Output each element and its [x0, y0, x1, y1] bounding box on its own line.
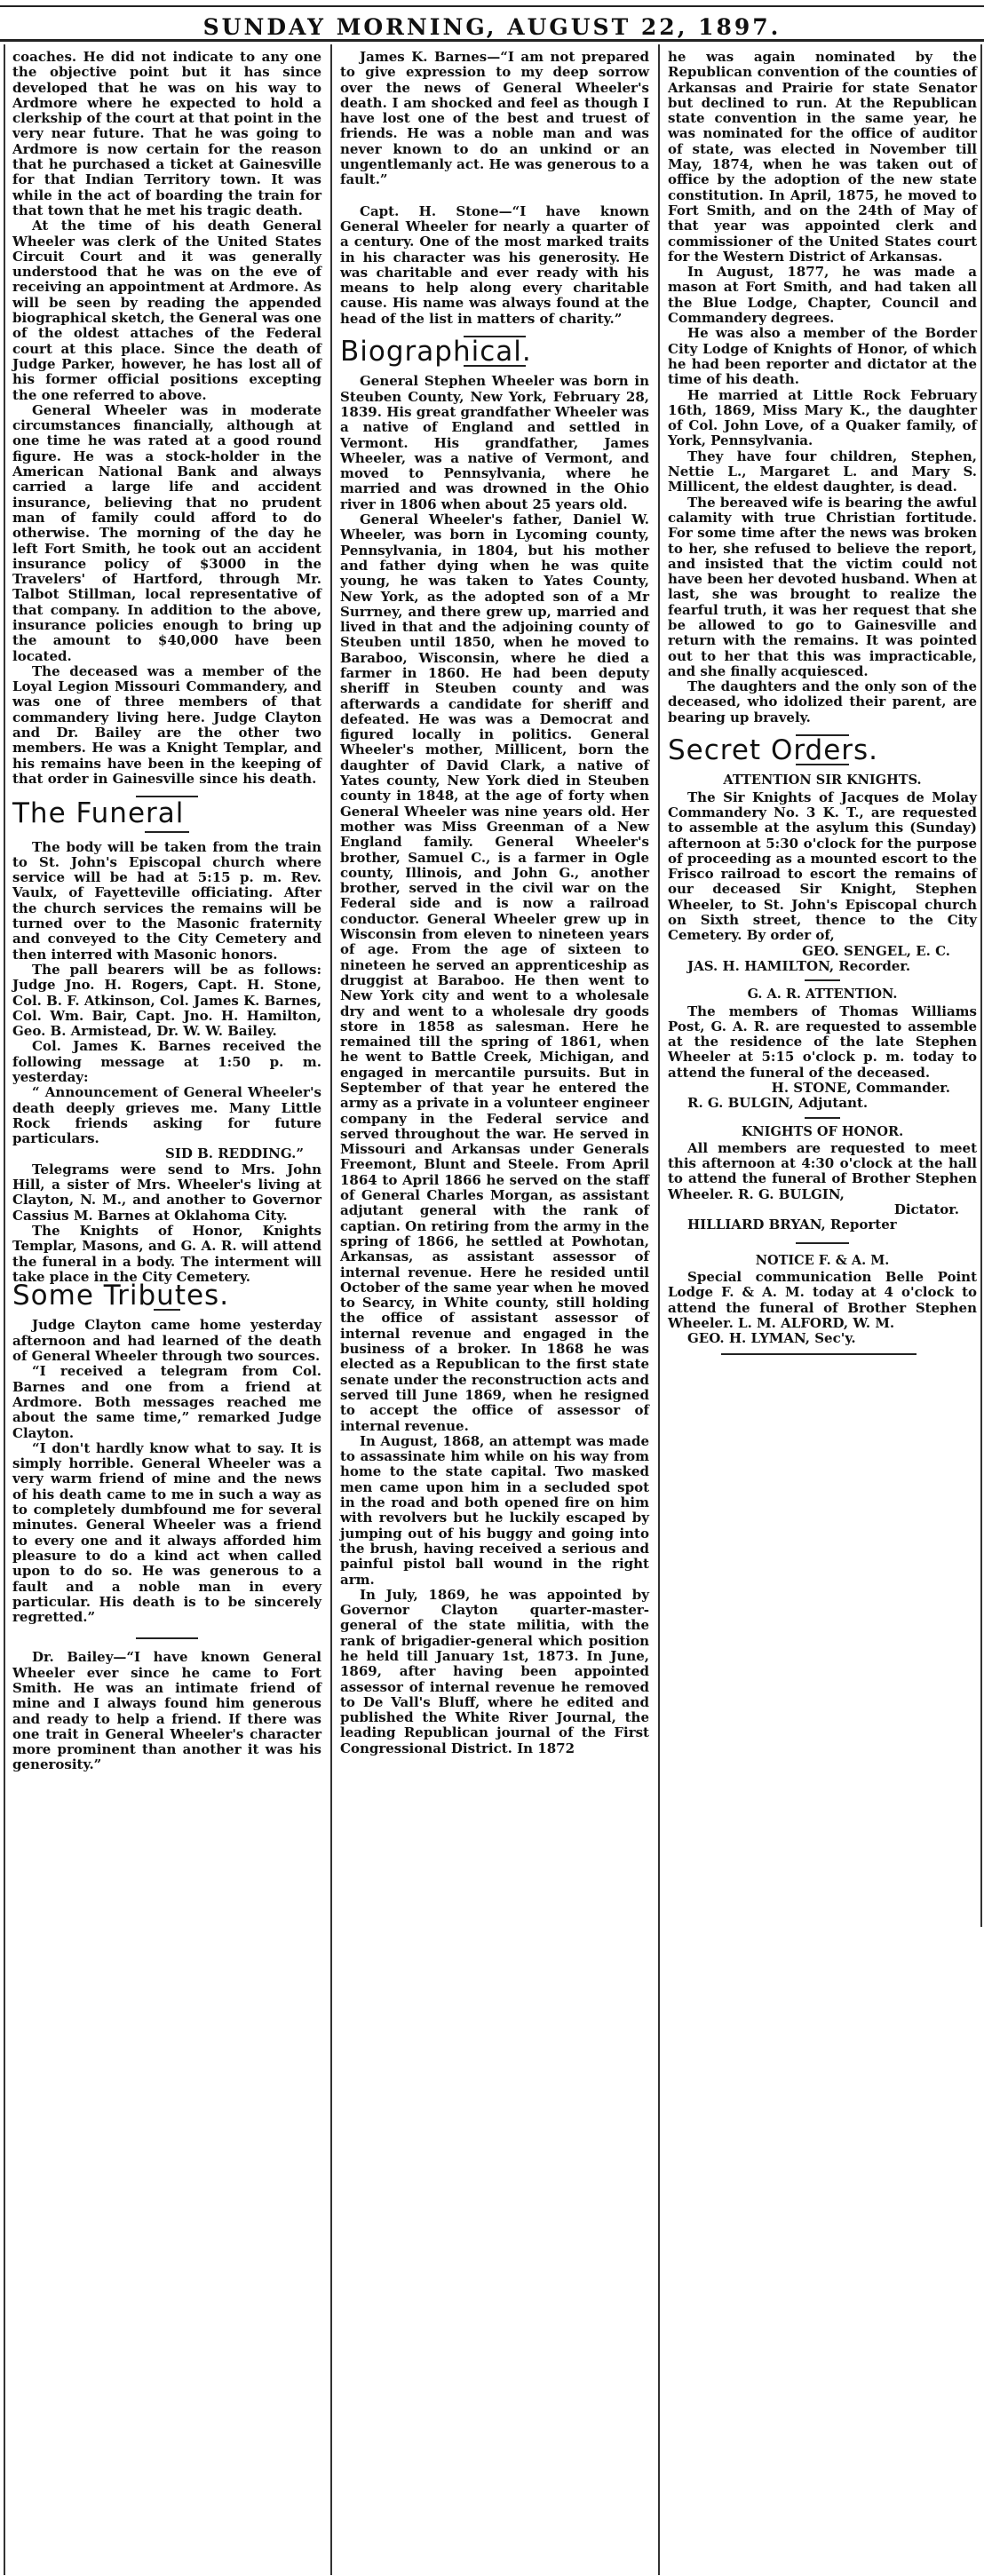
paragraph: General Stephen Wheeler was born in Steuben County, New York, February 28, 1839. His great grandfather Wheeler was a native of England and settled in Vermont. His grandfather, James Wheeler, was a native of Vermont, and moved to Pennsylvania, where he married and was drowned in the Ohio river in 1806 when about 25 years old. [340, 373, 649, 512]
notice-body: Special communication Belle Point Lodge F. & A. M. today at 4 o'clock to attend the funeral of Brother Stephen Wheeler. L. M. ALFORD, W. M. [668, 1268, 977, 1331]
notice-body: The Sir Knights of Jacques de Molay Commandery No. 3 K. T., are requested to assemble at the asylum this (Sunday) afternoon at 5:30 o'clock for the purpose of proceeding as a mounted escort to the Frisco railroad to escort the remains of our deceased Sir Knight, Stephen Wheeler, to St. John's Episcopal church on Sixth street, thence to the City Cemetery. By order of, [668, 789, 977, 944]
divider [805, 1117, 840, 1119]
paragraph: The deceased was a member of the Loyal Legion Missouri Commandery, and was one of three members of that commandery living here. Judge Clayton and Dr. Bailey are the other two members. He was a Knight Templar, and his remains have been in the keeping of that order in Gainesville since his death. [12, 662, 321, 787]
notice [668, 987, 977, 1111]
paragraph: In July, 1869, he was appointed by Governor Clayton quarter-master-general of the state militia, with the rank of brigadier-general which position he held till January 1st, 1873. In June, 1869, after having been appointed assessor of internal revenue he removed to De Vall's Bluff, where he edited and published the White River Journal, the leading Republican journal of the First Congressional District. In 1872 [340, 1586, 649, 1756]
paragraph: He was also a member of the Border City Lodge of Knights of Honor, of which he had been reporter and dictator at the time of his death. [668, 325, 977, 388]
column-rule [980, 44, 982, 1927]
paragraph: The body will be taken from the train to St. John's Episcopal church where service will be had at 5:15 p. m. Rev. Vaulx, of Fayetteville officiating. After the church services the remains will be turned over to the Masonic fraternity and conveyed to the City Cemetery and then interred with Masonic honors. [12, 838, 321, 963]
notice [668, 1124, 977, 1233]
section-heading-biographical: Biographical. [340, 336, 532, 369]
paragraph: At the time of his death General Wheeler was clerk of the United States Circuit Court and it was generally understood that he was on the eve of receiving an appointment at Ardmore. As will be seen by reading the appended biographical sketch, the General was one of the oldest attaches of the Federal court at this place. Since the death of Judge Parker, however, he has lost all of his former official positions excepting the one referred to above. [12, 218, 321, 403]
paragraph: Capt. H. Stone—“I have known General Wheeler for nearly a quarter of a century. One of the most marked traits in his character was his generosity. He was charitable and ever ready with his means to help along every charitable cause. His name was always found at the head of the list in matters of charity.” [340, 202, 649, 327]
paragraph: General Wheeler was in moderate circumstances financially, although at one time he was rated at a good round figure. He was a stock-holder in the American National Bank and always carried a large life and accident insurance, believing that no prudent man of family could afford to do otherwise. The morning of the day he left Fort Smith, he took out an accident insurance policy of $3000 in the Travelers' of Hartford, through Mr. Talbot Stillman, local representative of that company. In addition to the above, insurance policies enough to bring up the amount to $40,000 have been located. [12, 401, 321, 664]
paragraph: Col. James K. Barnes received the following message at 1:50 p. m. yesterday: [12, 1038, 321, 1085]
paragraph: “I don't hardly know what to say. It is simply horrible. General Wheeler was a very warm friend of mine and the news of his death came to me in such a way as to completely dumbfound me for several minutes. General Wheeler was a friend to every one and it always afforded him pleasure to do a kind act when called upon to do so. He was generous to a fault and a noble man in every particular. His death is to be sincerely regretted.” [12, 1439, 321, 1626]
section-heading-funeral: The Funeral [12, 797, 185, 830]
paragraph: The daughters and the only son of the deceased, who idolized their parent, are bearing up bravely. [668, 678, 977, 725]
signature: R. G. BULGIN, Adjutant. [687, 1095, 869, 1112]
paragraph: James K. Barnes—“I am not prepared to give expression to my deep sorrow over the news of General Wheeler's death. I am shocked and feel as though I have lost one of the best and truest of friends. He was a noble man and was never known to do an unkind or an ungentlemanly act. He was generous to a fault.” [340, 49, 649, 188]
signature: HILLIARD BRYAN, Reporter [687, 1217, 897, 1233]
notice-title: ATTENTION SIR KNIGHTS. [723, 773, 922, 789]
paragraph: He married at Little Rock February 16th, 1869, Miss Mary K., the daughter of Col. John Love, of a Quaker family, of York, Pennsylvania. [668, 386, 977, 449]
paragraph: he was again nominated by the Republican convention of the counties of Arkansas and Prairie for state Senator but declined to run. At the Republican state convention in the same year, he was nominated for the office of auditor of state, was elected in November till May, 1874, when he was taken out of office by the adoption of the new state constitution. In April, 1875, he moved to Fort Smith, and on the 24th of May of that year was appointed clerk and commissioner of the United States court for the Western District of Arkansas. [668, 49, 977, 265]
signature: H. STONE, Commander. [771, 1080, 950, 1096]
paragraph: Judge Clayton came home yesterday afternoon and had learned of the death of General Wheeler through two sources. [12, 1317, 321, 1365]
paragraph: The Knights of Honor, Knights Templar, Masons, and G. A. R. will attend the funeral in a body. The interment will take place in the City Cemetery. [12, 1222, 321, 1285]
divider [796, 1242, 849, 1244]
paragraph: The bereaved wife is bearing the awful calamity with true Christian fortitude. For some time after the news was broken to her, she refused to believe the report, and insisted that the victim could not have been her devoted husband. When at last, she was brought to realize the fearful truth, it was her request that she be allowed to go to Gainesville and return with the remains. It was pointed out to her that this was impracticable, and she finally acquiesced. [668, 494, 977, 679]
column-rule [658, 44, 660, 2575]
notice-title: KNIGHTS OF HONOR. [741, 1123, 904, 1139]
notice-title: G. A. R. ATTENTION. [747, 987, 898, 1003]
paragraph: They have four children, Stephen, Nettie L., Margaret L. and Mary S. Millicent, the eldest daughter, is dead. [668, 448, 977, 495]
divider [145, 831, 189, 833]
divider [805, 979, 840, 981]
paragraph: The pall bearers will be as follows: Judge Jno. H. Rogers, Capt. H. Stone, Col. B. F. Atkinson, Col. James K. Barnes, Col. Wm. Bair, Capt. Jno. H. Hamilton, Geo. B. Armistead, Dr. W. W. Bailey. [12, 961, 321, 1040]
column-rule [4, 44, 5, 2575]
divider [136, 1637, 198, 1639]
signature: Dictator. [893, 1201, 959, 1218]
section-heading-tributes: Some Tributes. [12, 1280, 230, 1312]
paragraph: In August, 1868, an attempt was made to assassinate him while on his way from home to the state capital. Two masked men came upon him in a secluded spot in the road and both opened fire on him with revolvers but he luckily escaped by jumping out of his buggy and going into the brush, having received a serious and painful pistol ball wound in the right arm. [340, 1432, 649, 1588]
column-2 [340, 50, 649, 1756]
column-rule [330, 44, 332, 2575]
notice [668, 773, 977, 974]
paragraph: Telegrams were send to Mrs. John Hill, a sister of Mrs. Wheeler's living at Clayton, N. M., and another to Governor Cassius M. Barnes at Oklahoma City. [12, 1161, 321, 1224]
notice-body: The members of Thomas Williams Post, G. A. R. are requested to assemble at the residence of the late Stephen Wheeler at 5:15 o'clock p. m. today to attend the funeral of the deceased. [668, 1003, 977, 1081]
notice-body: All members are requested to meet this afternoon at 4:30 o'clock at the hall to attend the funeral of Brother Stephen Wheeler. R. G. BULGIN, [668, 1139, 977, 1202]
paragraph: coaches. He did not indicate to any one the objective point but it has since developed that he was on his way to Ardmore where he expected to hold a clerkship of the court at that point in the very near future. That he was going to Ardmore is now certain for the reason that he purchased a ticket at Gainesville for that Indian Territory town. It was while in the act of boarding the train for that town that he met his tragic death. [12, 49, 321, 218]
section-heading-secret-orders: Secret Orders. [668, 734, 879, 767]
paragraph: Dr. Bailey—“I have known General Wheeler ever since he came to Fort Smith. He was an intimate friend of mine and I always found him generous and ready to help a friend. If there was one trait in General Wheeler's character more prominent than another it was his generosity.” [12, 1649, 321, 1773]
paragraph: “ Announcement of General Wheeler's death deeply grieves me. Many Little Rock friends asking for future particulars. [12, 1084, 321, 1147]
top-rule [0, 5, 984, 7]
column-3 [668, 50, 977, 1355]
signature: GEO. H. LYMAN, Sec'y. [687, 1330, 856, 1347]
notice [668, 1253, 977, 1347]
column-1 [12, 50, 321, 1773]
masthead-rule [0, 39, 984, 42]
paragraph: “I received a telegram from Col. Barnes and one from a friend at Ardmore. Both messages reached me about the same time,” remarked Judge Clayton. [12, 1363, 321, 1441]
signature: JAS. H. HAMILTON, Recorder. [687, 957, 911, 974]
signature: SID B. REDDING.” [165, 1145, 304, 1162]
masthead: SUNDAY MORNING, AUGUST 22, 1897. [202, 14, 782, 40]
notice-title: NOTICE F. & A. M. [755, 1252, 890, 1268]
paragraph: In August, 1877, he was made a mason at Fort Smith, and had taken all the Blue Lodge, Chapter, Council and Commandery degrees. [668, 264, 977, 327]
paragraph: General Wheeler's father, Daniel W. Wheeler, was born in Lycoming county, Pennsylvania, in 1804, but his mother and father dying when he was quite young, he was taken to Yates County, New York, as the adopted son of a Mr Surrney, and there grew up, married and lived in that and the adjoining county of Steuben until 1850, when he moved to Baraboo, Wisconsin, where he died a farmer in 1860. He had been deputy sheriff in Steuben county and was afterwards a candidate for sheriff and defeated. He was was a Democrat and figured locally in politics. General Wheeler's mother, Millicent, born the daughter of David Clark, a native of Yates county, New York died in Steuben county in 1848, at the age of forty when General Wheeler was nine years old. Her mother was Miss Greenman of a New England family. General Wheeler's brother, Samuel C., is a farmer in Ogle county, Illinois, and John G., another brother, served in the civil war on the Federal side and is now a railroad conductor. General Wheeler grew up in Wisconsin from eleven to nineteen years of age. From the age of sixteen to nineteen he served an apprenticeship as druggist at Baraboo. He then went to New York city and went to a wholesale dry and went to a wholesale dry goods store in 1858 as salesman. Here he remained till the spring of 1861, when he went to Battle Creek, Michigan, and engaged in mercantile pursuits. But in September of that year he entered the army as a private in a volunteer engineer company in the Federal service and served throughout the war. He served in Missouri and Arkansas under Generals Freemont, Blunt and Steele. From April 1864 to April 1866 he served on the staff of General Charles Morgan, as assistant adjutant general with the rank of captian. On retiring from the army in the spring of 1866, he settled at Powhotan, Arkansas, as assistant assessor of internal revenue. Here he resided until October of the same year when he moved to Searcy, in White county, still holding the office of assistant assessor of internal revenue and engaged in the business of a broker. In 1868 he was elected as a Republican to the first state senate under the reconstruction acts and served till June 1869, when he resigned to accept the office of assessor of internal revenue. [340, 511, 650, 1434]
end-rule [721, 1353, 917, 1355]
signature: GEO. SENGEL, E. C. [802, 942, 950, 959]
